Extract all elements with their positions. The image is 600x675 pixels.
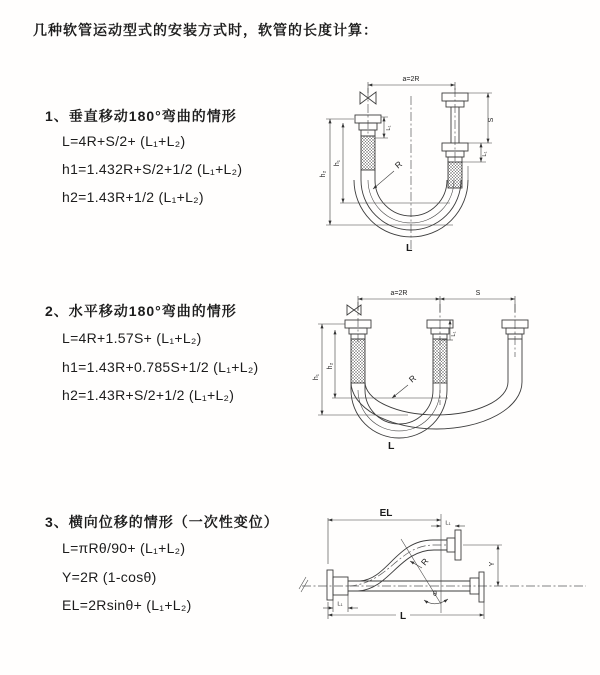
dim-label-l: L: [400, 611, 407, 622]
left-flange-fitting: [345, 320, 371, 383]
centerlines: [368, 88, 455, 251]
angle-theta: [424, 591, 448, 604]
dim-label-r: R: [418, 556, 431, 568]
section-1-formula-L: L=4R+S/2+ (L₁+L₂): [62, 133, 186, 149]
dim-label-h1: h₁: [334, 159, 341, 167]
section-1-formula-h2: h2=1.43R+1/2 (L₁+L₂): [62, 189, 204, 205]
dimension-a2r: [368, 76, 455, 93]
hose-u-bend-position2: [351, 382, 522, 429]
bottom-right-flange-fitting: [470, 572, 484, 602]
dim-label-l1-right: L₁: [482, 151, 488, 157]
dim-label-el: EL: [379, 508, 393, 519]
section-1-heading: 1、垂直移动180°弯曲的情形: [45, 108, 237, 124]
dim-label-theta: θ: [433, 591, 437, 598]
dimension-y: [463, 545, 502, 586]
braided-hose-section: [433, 339, 447, 383]
dim-label-y: Y: [489, 561, 496, 567]
break-mark-icon: [299, 577, 308, 592]
dim-label-l1-left: L₁: [386, 125, 392, 131]
radius-callout: [410, 556, 430, 568]
section-2-formula-L: L=4R+1.57S+ (L₁+L₂): [62, 330, 202, 346]
section-3-formula-EL: EL=2Rsinθ+ (L₁+L₂): [62, 597, 192, 613]
braided-hose-section: [448, 162, 462, 188]
dim-label-s: S: [475, 290, 481, 297]
section-3-formula-Y: Y=2R (1-cosθ): [62, 569, 157, 585]
dim-label-a2r: a=2R: [402, 76, 420, 83]
diagram-horizontal-180-bend: [308, 282, 590, 467]
dimension-h2: [320, 119, 453, 225]
dim-label-h2: h₂: [320, 170, 327, 178]
dimension-el: [328, 508, 441, 564]
section-2-formula-h2: h2=1.43R+S/2+1/2 (L₁+L₂): [62, 387, 235, 403]
dimension-a2r: [358, 290, 515, 312]
dim-label-l1-top: L₁: [445, 520, 451, 527]
section-3-heading: 3、横向位移的情形（一次性变位）: [45, 514, 279, 530]
section-2-formula-h1: h1=1.43R+0.785S+1/2 (L₁+L₂): [62, 359, 259, 375]
dimension-h2: [327, 330, 448, 398]
dim-label-h1: h₁: [313, 373, 320, 381]
dimension-l: [328, 602, 484, 622]
dim-label-h2: h₂: [327, 362, 334, 370]
dimension-l1-right: [462, 143, 488, 162]
right-flange-fitting: [502, 320, 528, 382]
valve-icon: [347, 305, 361, 315]
page-title: 几种软管运动型式的安装方式时，软管的长度计算：: [33, 22, 378, 38]
dim-label-s: S: [488, 117, 495, 123]
dim-label-r: R: [406, 372, 418, 385]
radius-callout: [373, 159, 404, 189]
top-right-flange-fitting: [447, 530, 461, 560]
dimension-l1-top: [431, 521, 465, 527]
diagram-vertical-180-bend: [310, 68, 590, 263]
dim-label-a2r: a=2R: [390, 290, 408, 297]
dim-label-l1-bottom: L₁: [337, 601, 343, 608]
dimension-l1: [442, 320, 457, 340]
dimension-s: [468, 93, 495, 143]
section-3-formula-L: L=πRθ/90+ (L₁+L₂): [62, 540, 186, 556]
dimension-s: [440, 290, 515, 299]
braided-hose-section: [361, 136, 375, 170]
left-flange-fitting: [327, 570, 348, 600]
dim-label-l: L: [388, 440, 395, 452]
section-2-heading: 2、水平移动180°弯曲的情形: [45, 303, 237, 319]
radius-callout: [392, 373, 418, 398]
hose-s-curve: [348, 540, 447, 591]
middle-flange-fitting: [427, 320, 453, 383]
dim-label-l1: L₁: [451, 331, 457, 337]
diagram-lateral-displacement: [298, 502, 590, 642]
dim-label-l: L: [406, 242, 413, 254]
dim-label-r: R: [392, 158, 404, 171]
dimension-l1-left: [375, 117, 392, 138]
section-1-formula-h1: h1=1.432R+S/2+1/2 (L₁+L₂): [62, 161, 243, 177]
braided-hose-section: [351, 339, 365, 383]
